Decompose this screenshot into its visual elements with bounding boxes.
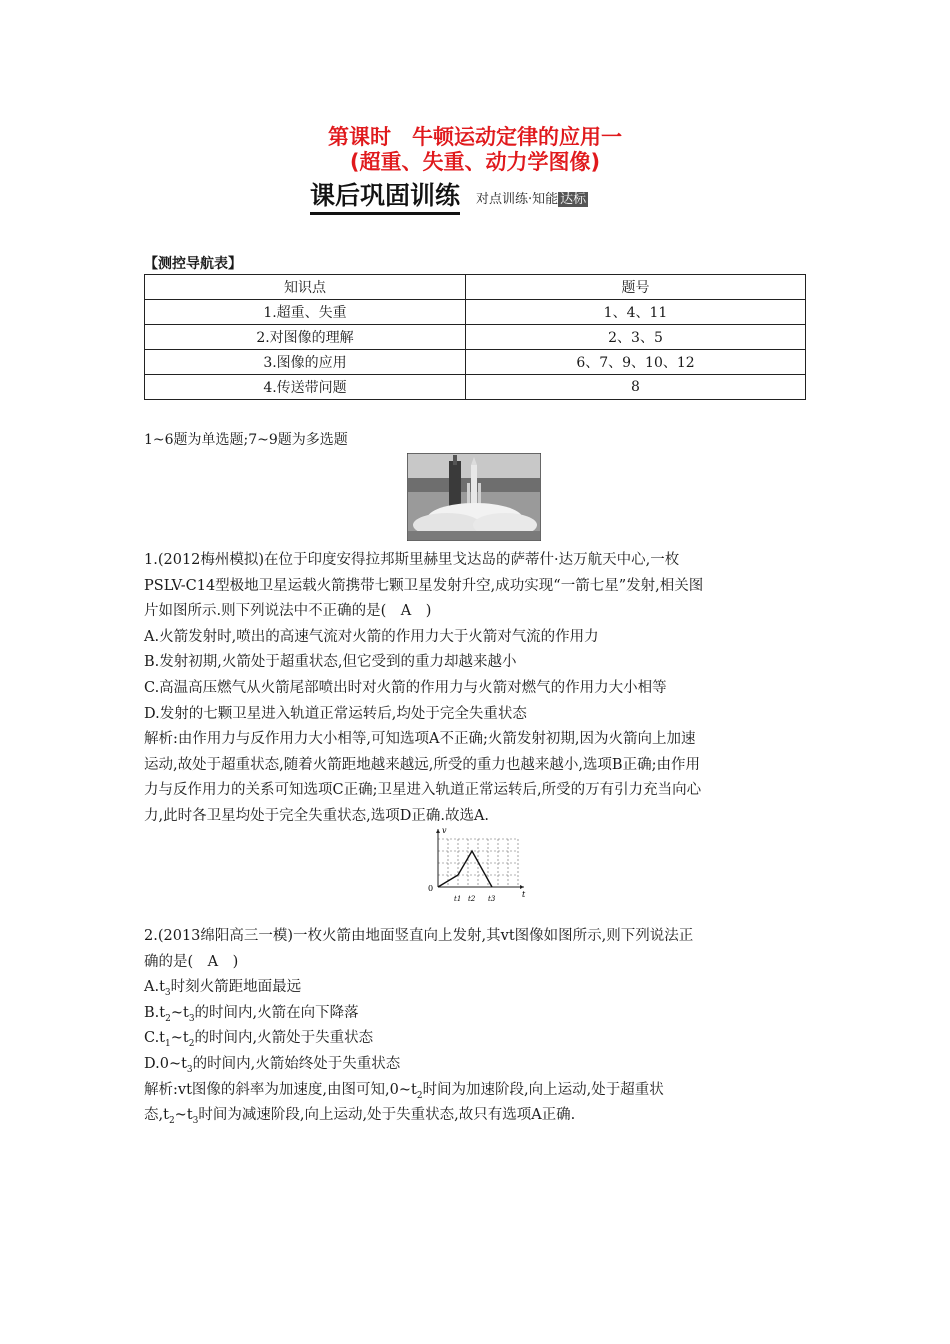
- analysis-line: 解析:由作用力与反作用力大小相等,可知选项A不正确;火箭发射初期,因为火箭向上加速: [144, 731, 696, 748]
- table-cell: 1、4、11: [466, 300, 806, 325]
- banner-sub-highlight: 达标: [560, 192, 587, 207]
- option-text: ~t: [170, 1004, 189, 1021]
- option-c: [144, 1026, 808, 1052]
- subscript: 3: [188, 1013, 195, 1024]
- analysis-line: [144, 1103, 808, 1129]
- option-text: A.t: [144, 979, 165, 996]
- subscript: 2: [416, 1090, 423, 1101]
- option-text: 时刻火箭距地面最远: [170, 979, 302, 996]
- option-text: C.t: [144, 1030, 166, 1047]
- table-cell: 6、7、9、10、12: [466, 350, 806, 375]
- option-b: B.发射初期,火箭处于超重状态,但它受到的重力却越来越小: [144, 654, 517, 671]
- table-row: [145, 325, 806, 350]
- vt-curve: [438, 851, 492, 887]
- vt-graph: [418, 825, 530, 909]
- subscript: 2: [165, 1013, 171, 1024]
- table-row: [145, 300, 806, 325]
- tick-label-t3: t3: [488, 895, 496, 903]
- origin-label: 0: [428, 884, 434, 893]
- option-text: 的时间内,火箭在向下降落: [194, 1004, 359, 1021]
- nav-table: [144, 274, 806, 400]
- page-subtitle: (超重、失重、动力学图像): [349, 150, 601, 174]
- analysis-text: 时间为减速阶段,向上运动,处于失重状态,故只有选项A正确.: [198, 1107, 576, 1124]
- tick-label-t1: t1: [454, 895, 462, 903]
- banner-main-text: 课后巩固训练: [310, 176, 460, 212]
- table-row: [145, 350, 806, 375]
- table-row: [145, 375, 806, 400]
- rocket-launch-photo: [407, 453, 541, 541]
- subscript: 2: [188, 1039, 195, 1050]
- subscript: 2: [168, 1116, 175, 1127]
- option-text: B.t: [144, 1004, 166, 1021]
- axis-label-v: v: [442, 826, 447, 835]
- option-text: 的时间内,火箭处于失重状态: [194, 1030, 374, 1047]
- analysis-line: 力,此时各卫星均处于完全失重状态,选项D正确.故选A.: [144, 807, 490, 824]
- subscript: 1: [165, 1039, 171, 1050]
- table-cell: 2、3、5: [466, 325, 806, 350]
- page-title: 第课时 牛顿运动定律的应用一: [328, 125, 622, 149]
- option-d: [144, 1052, 808, 1078]
- banner-sub-prefix: 对点训练·知能: [476, 192, 559, 207]
- analysis-line: 力与反作用力的关系可知选项C正确;卫星进入轨道正常运转后,所受的万有引力充当向心: [144, 782, 702, 799]
- question-stem-line: 确的是( A ): [144, 953, 239, 970]
- analysis-text: 态,t: [144, 1107, 169, 1124]
- table-cell: 4.传送带问题: [145, 375, 466, 400]
- option-d: D.发射的七颗卫星进入轨道正常运转后,均处于完全失重状态: [144, 705, 527, 722]
- analysis-text: ~t: [174, 1107, 193, 1124]
- subscript: 3: [192, 1116, 199, 1127]
- question-stem-line: 1.(2012梅州模拟)在位于印度安得拉邦斯里赫里戈达岛的萨蒂什·达万航天中心,一枚: [144, 552, 680, 568]
- option-text: D.0~t: [144, 1055, 187, 1072]
- analysis-line: [144, 1078, 808, 1104]
- option-c: C.高温高压燃气从火箭尾部喷出时对火箭的作用力与火箭对燃气的作用力大小相等: [144, 679, 667, 696]
- option-b: [144, 1001, 808, 1027]
- question-type-note: 1~6题为单选题;7~9题为多选题: [144, 432, 348, 448]
- analysis-line: 运动,故处于超重状态,随着火箭距地越来越远,所受的重力也越来越小,选项B正确;由作用: [144, 756, 700, 773]
- question-stem-line: PSLV-C14型极地卫星运载火箭携带七颗卫星发射升空,成功实现“一箭七星”发射,相关图: [144, 577, 704, 594]
- question-stem-line: 片如图所示.则下列说法中不正确的是( A ): [144, 603, 432, 620]
- column-header: 知识点: [145, 275, 466, 300]
- tick-label-t2: t2: [468, 895, 476, 903]
- section-banner: [310, 176, 640, 208]
- axis-label-t: t: [522, 890, 526, 899]
- option-a: [144, 975, 808, 1001]
- table-cell: 2.对图像的理解: [145, 325, 466, 350]
- option-a: A.火箭发射时,喷出的高速气流对火箭的作用力大于火箭对气流的作用力: [144, 628, 599, 645]
- nav-table-label: 【测控导航表】: [144, 256, 242, 272]
- table-cell: 1.超重、失重: [145, 300, 466, 325]
- table-header-row: [145, 275, 806, 300]
- question-2: [144, 924, 808, 1129]
- question-1: [144, 548, 808, 830]
- analysis-text: 时间为加速阶段,向上运动,处于超重状: [422, 1081, 664, 1098]
- column-header: 题号: [466, 275, 806, 300]
- subscript: 3: [186, 1064, 193, 1075]
- table-cell: 3.图像的应用: [145, 350, 466, 375]
- analysis-text: 解析:vt图像的斜率为加速度,由图可知,0~t: [144, 1081, 417, 1098]
- table-cell: 8: [466, 375, 806, 400]
- question-stem-line: 2.(2013绵阳高三一模)一枚火箭由地面竖直向上发射,其vt图像如图所示,则下列说法正: [144, 928, 694, 944]
- option-text: 的时间内,火箭始终处于失重状态: [192, 1055, 401, 1072]
- option-text: ~t: [170, 1030, 189, 1047]
- banner-sub-text: [476, 188, 588, 207]
- subscript: 3: [164, 988, 171, 999]
